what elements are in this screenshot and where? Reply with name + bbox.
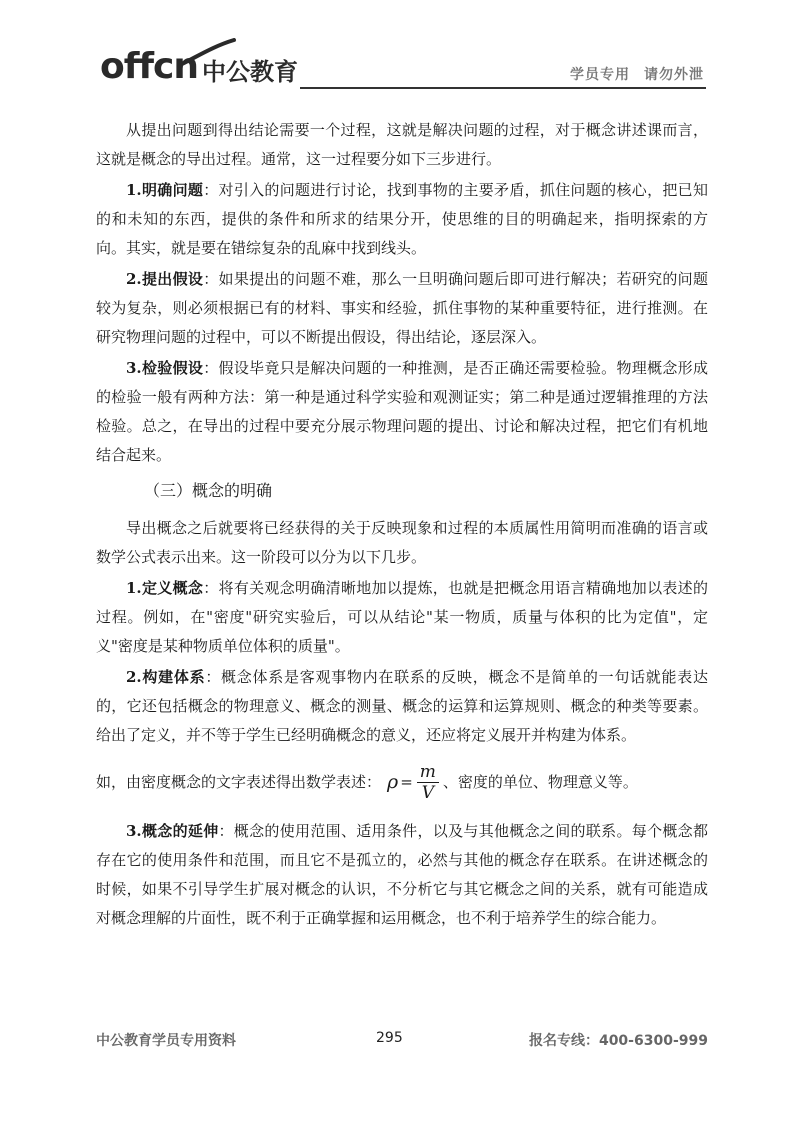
paragraph-text: ：概念的使用范围、适用条件，以及与其他概念之间的联系。每个概念都存在它的使用条件和范围，而且它不是孤立的，必然与其他的概念存在联系。在讲述概念的时候，如果不引导学生扩展对概念的认识，不分析它与其它概念之间的关系，就有可能造成对概念理解的片面性，既不利于正确掌握和运用概念，也不利于培养学生的综合能力。 <box>96 822 708 927</box>
paragraph-clarify-problem <box>96 176 708 263</box>
formula-prefix: 如，由密度概念的文字表述得出数学表述： <box>96 773 382 791</box>
term-propose-hypothesis: 2.提出假设 <box>126 270 204 288</box>
page-number: 295 <box>376 1030 403 1046</box>
term-test-hypothesis: 3.检验假设 <box>126 359 204 377</box>
term-extend-concept: 3.概念的延伸 <box>126 822 219 840</box>
page-header <box>0 0 800 100</box>
header-notice <box>570 64 704 84</box>
paragraph-text: ：概念体系是客观事物内在联系的反映，概念不是简单的一句话就能表达的，它还包括概念的物理意义、概念的测量、概念的运算和运算规则、概念的种类等要素。给出了定义，并不等于学生已经明确概念的意义，还应将定义展开并构建为体系。 <box>96 668 708 744</box>
formula-suffix: 、密度的单位、物理意义等。 <box>442 773 638 791</box>
paragraph-test-hypothesis <box>96 354 708 470</box>
footer-hotline: 报名专线：400-6300-999 <box>528 1033 708 1049</box>
paragraph-text: ：假设毕竟只是解决问题的一种推测，是否正确还需要检验。物理概念形成的检验一般有两种方法：第一种是通过科学实验和观测证实；第二种是通过逻辑推理的方法检验。总之，在导出的过程中要充分展示物理问题的提出、讨论和解决过程，把它们有机地结合起来。 <box>96 359 708 464</box>
paragraph-propose-hypothesis <box>96 265 708 352</box>
header-divider <box>300 87 706 89</box>
formula-denominator: V <box>421 783 434 803</box>
page-content <box>96 116 708 935</box>
formula-equals: = <box>400 773 413 791</box>
term-clarify-problem: 1.明确问题 <box>126 181 204 199</box>
paragraph-intro: 从提出问题到得出结论需要一个过程，这就是解决问题的过程，对于概念讲述课而言，这就是概念的导出过程。通常，这一过程要分如下三步进行。 <box>96 121 708 168</box>
logo-latin-text: offcn <box>100 46 199 87</box>
formula-fraction <box>417 762 439 803</box>
term-define-concept: 1.定义概念 <box>126 579 204 597</box>
term-build-system: 2.构建体系 <box>126 668 206 686</box>
header-note-2: 请勿外泄 <box>644 67 704 83</box>
page-footer <box>96 1030 708 1060</box>
formula-numerator: m <box>417 762 439 783</box>
density-formula-line <box>96 762 708 803</box>
density-formula <box>387 762 439 803</box>
paragraph-text: ：如果提出的问题不难，那么一旦明确问题后即可进行解决；若研究的问题较为复杂，则必须根据已有的材料、事实和经验，抓住事物的某种重要特征，进行推测。在研究物理问题的过程中，可以不断提出假设，得出结论，逐层深入。 <box>96 270 708 346</box>
offcn-logo <box>100 38 310 94</box>
header-note-1: 学员专用 <box>570 67 630 83</box>
formula-rho: ρ <box>387 771 399 793</box>
paragraph-extend-concept <box>96 817 708 933</box>
paragraph-build-system <box>96 663 708 750</box>
section-title: （三）概念的明确 <box>144 481 273 500</box>
paragraph-text: ：将有关观念明确清晰地加以提炼，也就是把概念用语言精确地加以表述的过程。例如，在"密度"研究实验后，可以从结论"某一物质，质量与体积的比为定值"，定义"密度是某种物质单位体积的质量"。 <box>96 579 708 655</box>
logo-cn-text: 中公教育 <box>202 58 298 86</box>
paragraph-text: ：对引入的问题进行讨论，找到事物的主要矛盾，抓住问题的核心，把已知的和未知的东西，提供的条件和所求的结果分开，使思维的目的明确起来，指明探索的方向。其实，就是要在错综复杂的乱麻中找到线头。 <box>96 181 708 257</box>
footer-left-note: 中公教育学员专用资料 <box>96 1033 236 1049</box>
paragraph-section-intro: 导出概念之后就要将已经获得的关于反映现象和过程的本质属性用简明而准确的语言或数学公式表示出来。这一阶段可以分为以下几步。 <box>96 519 708 566</box>
paragraph-define-concept <box>96 574 708 661</box>
